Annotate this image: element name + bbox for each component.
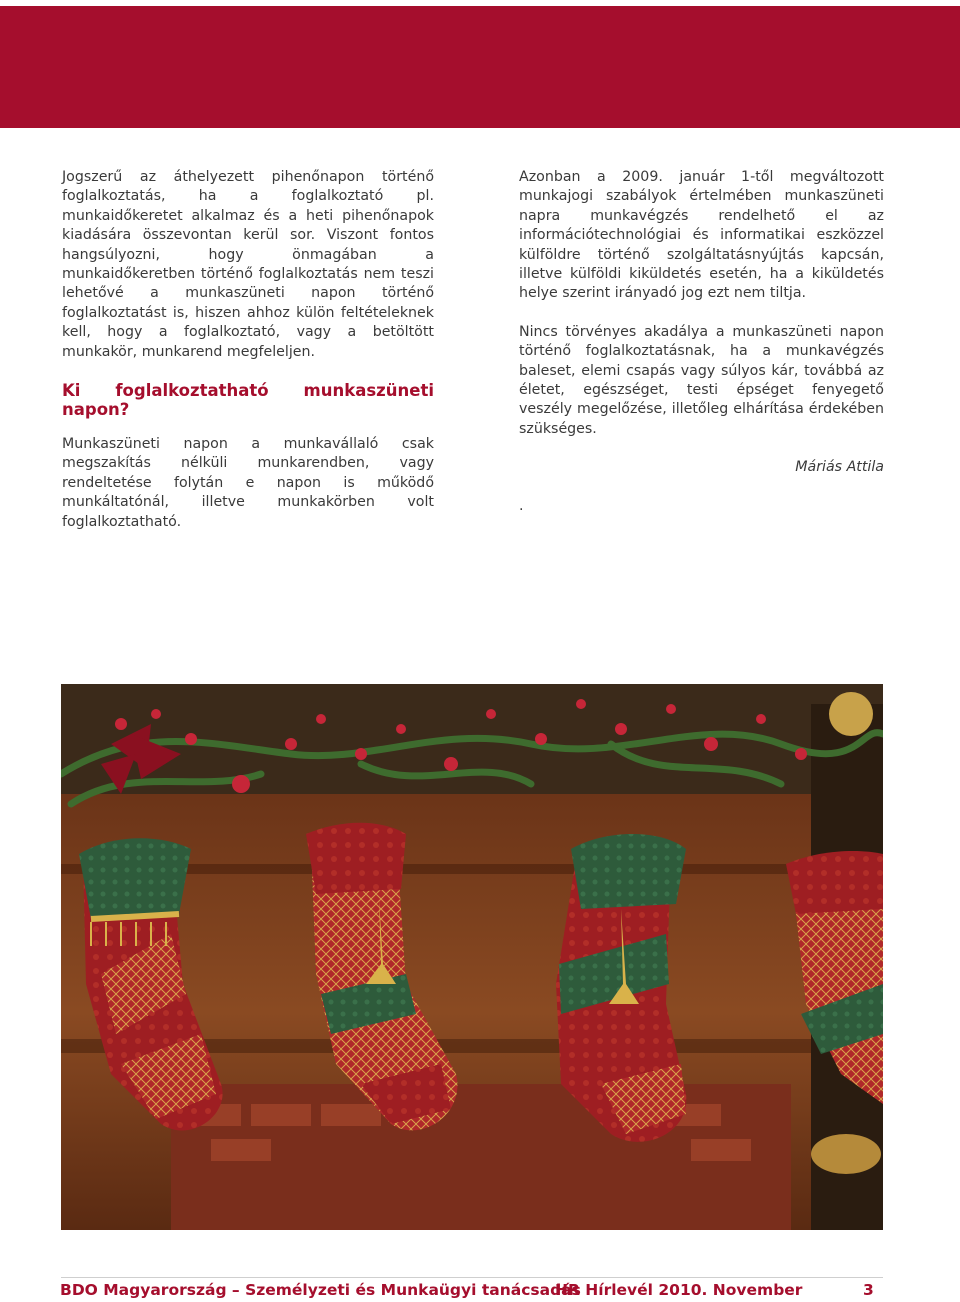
left-paragraph-2: Munkaszüneti napon a munkavállaló csak megszakítás nélküli munkarendben, vagy rendeltetése folytán e napon is működő munkáltatónál, illetve munkakörben volt foglalkoztatható. (62, 435, 434, 530)
left-column (62, 168, 434, 551)
footer-publisher: BDO Magyarország – Személyzeti és Munkaügyi tanácsadás (60, 1281, 581, 1299)
footer-divider (61, 1277, 883, 1278)
footer-newsletter-title: HR Hírlevél 2010. November (555, 1281, 803, 1299)
right-column (519, 168, 884, 535)
author-signature: Máriás Attila (795, 459, 884, 476)
header-band (0, 6, 960, 128)
right-paragraph-2: Nincs törvényes akadálya a munkaszüneti napon történő foglalkoztatásnak, ha a munkavégzés baleset, elemi csapás vagy súlyos kár, továbbá az életet, egészséget, testi épséget fenyegető veszély megelőzése, illetőleg elhárítása érdekében szükséges. (519, 323, 884, 437)
right-paragraph-1: Azonban a 2009. január 1-től megváltozott munkajogi szabályok értelmében munkaszüneti napra munkavégzés rendelhető el az információtechnológiai és informatikai eszközzel külföldre történő szolgáltatásnyújtás kapcsán, illetve külföldi kiküldetés esetén, ha a kiküldetés helye szerint irányadó jog ezt nem tiltja. (519, 169, 884, 302)
section-heading: Ki foglalkoztatható munkaszüneti napon? (62, 381, 434, 420)
left-paragraph-1: Jogszerű az áthelyezett pihenőnapon történő foglalkoztatás, ha a foglalkoztató pl. munkaidőkeretet alkalmaz és a heti pihenőnapok kiadására összevontan kerül sor. Viszont fontos hangsúlyozni, hogy önmagában a munkaidőkeretben történő foglalkoztatás nem teszi lehetővé a munkaszüneti napon történő foglalkoztatást is, hiszen ahhoz külön feltételeknek kell, hogy a foglalkoztató, vagy a betöltött munkakör, munkarend megfeleljen. (62, 169, 434, 360)
christmas-stockings-photo (61, 684, 883, 1230)
stray-mark: . (519, 497, 524, 514)
footer-page-number: 3 (863, 1281, 874, 1299)
